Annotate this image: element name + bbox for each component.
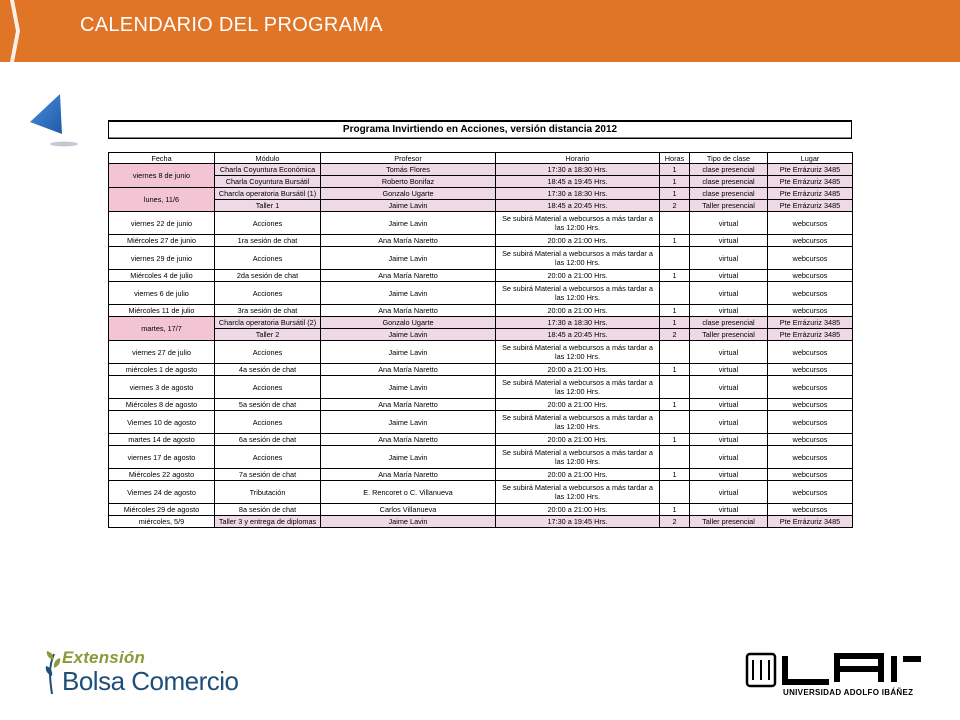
cell-profesor: Ana María Naretto	[321, 235, 496, 247]
cell-horario: Se subirá Material a webcursos a más tardar a las 12:00 Hrs.	[496, 282, 660, 305]
cell-profesor: Jaime Lavin	[321, 446, 496, 469]
schedule-table	[108, 152, 853, 528]
cell-horario: Se subirá Material a webcursos a más tardar a las 12:00 Hrs.	[496, 376, 660, 399]
cell-profesor: Ana María Naretto	[321, 270, 496, 282]
table-row	[109, 200, 853, 212]
uai-crest-icon	[745, 652, 923, 688]
cell-modulo: 6a sesión de chat	[215, 434, 321, 446]
cell-horas: 1	[660, 235, 690, 247]
table-row	[109, 469, 853, 481]
cell-lugar: webcursos	[768, 270, 853, 282]
table-header-row	[109, 153, 853, 164]
header-notch-shape	[0, 0, 22, 62]
cell-tipo: virtual	[690, 247, 768, 270]
cell-lugar: webcursos	[768, 305, 853, 317]
cell-tipo: virtual	[690, 282, 768, 305]
cell-lugar: webcursos	[768, 434, 853, 446]
cell-modulo: 7a sesión de chat	[215, 469, 321, 481]
cell-tipo: clase presencial	[690, 164, 768, 176]
page-title: CALENDARIO DEL PROGRAMA	[80, 14, 383, 36]
table-row	[109, 212, 853, 235]
cell-lugar: Pte Errázuriz 3485	[768, 200, 853, 212]
cell-lugar: webcursos	[768, 399, 853, 411]
cell-horas: 1	[660, 305, 690, 317]
cell-tipo: clase presencial	[690, 188, 768, 200]
column-header: Profesor	[321, 153, 496, 164]
cell-lugar: webcursos	[768, 446, 853, 469]
cell-horas: 1	[660, 434, 690, 446]
cell-fecha: Miércoles 4 de julio	[109, 270, 215, 282]
cell-profesor: Jaime Lavin	[321, 282, 496, 305]
cell-horario: 20:00 a 21:00 Hrs.	[496, 270, 660, 282]
table-row	[109, 164, 853, 176]
cell-lugar: webcursos	[768, 341, 853, 364]
cell-profesor: Ana María Naretto	[321, 399, 496, 411]
cell-fecha: Viernes 10 de agosto	[109, 411, 215, 434]
cell-tipo: virtual	[690, 434, 768, 446]
cell-tipo: virtual	[690, 481, 768, 504]
column-header: Lugar	[768, 153, 853, 164]
cell-tipo: virtual	[690, 446, 768, 469]
table-row	[109, 341, 853, 364]
cell-fecha: Miércoles 11 de julio	[109, 305, 215, 317]
cell-fecha: Miércoles 29 de agosto	[109, 504, 215, 516]
cell-tipo: virtual	[690, 364, 768, 376]
column-header: Fecha	[109, 153, 215, 164]
cell-modulo: Charcla operatoria Bursátil (2)	[215, 317, 321, 329]
table-row	[109, 176, 853, 188]
cell-fecha: viernes 22 de junio	[109, 212, 215, 235]
cell-lugar: webcursos	[768, 481, 853, 504]
cell-profesor: E. Rencoret o C. Villanueva	[321, 481, 496, 504]
cell-fecha: miércoles, 5/9	[109, 516, 215, 528]
cell-tipo: clase presencial	[690, 317, 768, 329]
table-row	[109, 305, 853, 317]
cell-lugar: webcursos	[768, 364, 853, 376]
table-row	[109, 270, 853, 282]
cell-horas: 2	[660, 200, 690, 212]
cell-lugar: webcursos	[768, 282, 853, 305]
cell-modulo: Taller 2	[215, 329, 321, 341]
cell-profesor: Jaime Lavin	[321, 329, 496, 341]
header-banner	[0, 0, 960, 62]
cell-modulo: 3ra sesión de chat	[215, 305, 321, 317]
cell-profesor: Carlos Villanueva	[321, 504, 496, 516]
cell-lugar: webcursos	[768, 212, 853, 235]
cell-horas: 1	[660, 270, 690, 282]
cell-profesor: Gonzalo Ugarte	[321, 188, 496, 200]
cell-tipo: virtual	[690, 399, 768, 411]
table-row	[109, 376, 853, 399]
uai-name-text: UNIVERSIDAD ADOLFO IBÁÑEZ	[783, 688, 914, 697]
cell-horario: Se subirá Material a webcursos a más tardar a las 12:00 Hrs.	[496, 446, 660, 469]
cell-lugar: webcursos	[768, 469, 853, 481]
cell-horario: 17:30 a 18:30 Hrs.	[496, 317, 660, 329]
cell-horas: 1	[660, 504, 690, 516]
cell-modulo: Acciones	[215, 446, 321, 469]
cell-profesor: Tomás Flores	[321, 164, 496, 176]
cell-tipo: virtual	[690, 270, 768, 282]
cell-modulo: 4a sesión de chat	[215, 364, 321, 376]
cell-fecha: Viernes 24 de agosto	[109, 481, 215, 504]
cell-horas: 1	[660, 364, 690, 376]
cell-profesor: Gonzalo Ugarte	[321, 317, 496, 329]
cell-modulo: 1ra sesión de chat	[215, 235, 321, 247]
table-row	[109, 235, 853, 247]
table-row	[109, 399, 853, 411]
cell-lugar: Pte Errázuriz 3485	[768, 329, 853, 341]
cell-profesor: Ana María Naretto	[321, 434, 496, 446]
cell-modulo: Charla Coyuntura Bursátil	[215, 176, 321, 188]
cell-lugar: webcursos	[768, 247, 853, 270]
cell-lugar: Pte Errázuriz 3485	[768, 176, 853, 188]
cell-tipo: Taller presencial	[690, 200, 768, 212]
back-arrow-icon[interactable]	[26, 92, 78, 150]
cell-horas	[660, 481, 690, 504]
cell-horario: 17:30 a 18:30 Hrs.	[496, 164, 660, 176]
cell-horas: 2	[660, 516, 690, 528]
cell-modulo: Acciones	[215, 411, 321, 434]
bolsa-leaf-icon	[44, 650, 62, 694]
table-row	[109, 317, 853, 329]
cell-horario: Se subirá Material a webcursos a más tardar a las 12:00 Hrs.	[496, 341, 660, 364]
cell-tipo: virtual	[690, 469, 768, 481]
cell-horas: 1	[660, 176, 690, 188]
cell-fecha: miércoles 1 de agosto	[109, 364, 215, 376]
cell-horario: Se subirá Material a webcursos a más tardar a las 12:00 Hrs.	[496, 247, 660, 270]
cell-horario: Se subirá Material a webcursos a más tardar a las 12:00 Hrs.	[496, 212, 660, 235]
cell-horas	[660, 376, 690, 399]
cell-tipo: virtual	[690, 235, 768, 247]
cell-profesor: Jaime Lavin	[321, 516, 496, 528]
cell-modulo: Charla Coyuntura Económica	[215, 164, 321, 176]
column-header: Módulo	[215, 153, 321, 164]
cell-horario: Se subirá Material a webcursos a más tardar a las 12:00 Hrs.	[496, 481, 660, 504]
cell-fecha: viernes 27 de julio	[109, 341, 215, 364]
cell-horas	[660, 282, 690, 305]
schedule-table-container	[108, 120, 852, 528]
table-row	[109, 504, 853, 516]
column-header: Tipo de clase	[690, 153, 768, 164]
cell-modulo: Charcla operatoria Bursátil (1)	[215, 188, 321, 200]
column-header: Horario	[496, 153, 660, 164]
cell-modulo: Taller 3 y entrega de diplomas	[215, 516, 321, 528]
bolsa-name-text: Bolsa Comercio	[62, 666, 239, 696]
cell-profesor: Jaime Lavin	[321, 376, 496, 399]
cell-tipo: Taller presencial	[690, 516, 768, 528]
cell-fecha: viernes 17 de agosto	[109, 446, 215, 469]
cell-lugar: webcursos	[768, 235, 853, 247]
cell-profesor: Jaime Lavin	[321, 341, 496, 364]
cell-horas: 2	[660, 329, 690, 341]
cell-profesor: Ana María Naretto	[321, 305, 496, 317]
table-row	[109, 434, 853, 446]
cell-lugar: Pte Errázuriz 3485	[768, 164, 853, 176]
cell-profesor: Jaime Lavin	[321, 212, 496, 235]
cell-fecha: viernes 3 de agosto	[109, 376, 215, 399]
column-header: Horas	[660, 153, 690, 164]
table-row	[109, 364, 853, 376]
table-row	[109, 446, 853, 469]
schedule-title: Programa Invirtiendo en Acciones, versión distancia 2012	[108, 120, 852, 139]
cell-tipo: virtual	[690, 376, 768, 399]
bolsa-extension-text: Extensión	[62, 648, 146, 667]
table-row	[109, 188, 853, 200]
cell-lugar: webcursos	[768, 504, 853, 516]
cell-horario: 20:00 a 21:00 Hrs.	[496, 235, 660, 247]
cell-modulo: Acciones	[215, 341, 321, 364]
cell-horario: 20:00 a 21:00 Hrs.	[496, 469, 660, 481]
cell-horario: 20:00 a 21:00 Hrs.	[496, 364, 660, 376]
cell-horario: 17:30 a 18:30 Hrs.	[496, 188, 660, 200]
cell-profesor: Jaime Lavin	[321, 247, 496, 270]
cell-lugar: webcursos	[768, 411, 853, 434]
cell-profesor: Jaime Lavin	[321, 200, 496, 212]
cell-profesor: Ana María Naretto	[321, 469, 496, 481]
cell-horas: 1	[660, 399, 690, 411]
cell-horas	[660, 212, 690, 235]
cell-lugar: Pte Errázuriz 3485	[768, 516, 853, 528]
table-row	[109, 282, 853, 305]
cell-fecha: lunes, 11/6	[109, 188, 215, 212]
cell-modulo: Acciones	[215, 247, 321, 270]
cell-horas: 1	[660, 317, 690, 329]
cell-fecha: martes 14 de agosto	[109, 434, 215, 446]
cell-modulo: Tributación	[215, 481, 321, 504]
cell-tipo: virtual	[690, 504, 768, 516]
cell-modulo: 8a sesión de chat	[215, 504, 321, 516]
cell-horas	[660, 341, 690, 364]
cell-lugar: Pte Errázuriz 3485	[768, 317, 853, 329]
cell-fecha: Miércoles 22 agosto	[109, 469, 215, 481]
cell-horas: 1	[660, 469, 690, 481]
cell-horas	[660, 247, 690, 270]
cell-fecha: viernes 8 de junio	[109, 164, 215, 188]
cell-tipo: virtual	[690, 305, 768, 317]
cell-horario: 17:30 a 19:45 Hrs.	[496, 516, 660, 528]
cell-horario: 18:45 a 20:45 Hrs.	[496, 200, 660, 212]
cell-horario: 20:00 a 21:00 Hrs.	[496, 305, 660, 317]
cell-tipo: virtual	[690, 212, 768, 235]
cell-fecha: viernes 29 de junio	[109, 247, 215, 270]
cell-lugar: webcursos	[768, 376, 853, 399]
cell-modulo: Taller 1	[215, 200, 321, 212]
cell-lugar: Pte Errázuriz 3485	[768, 188, 853, 200]
cell-modulo: 2da sesión de chat	[215, 270, 321, 282]
cell-modulo: Acciones	[215, 376, 321, 399]
table-row	[109, 481, 853, 504]
cell-horario: 20:00 a 21:00 Hrs.	[496, 434, 660, 446]
cell-horas: 1	[660, 164, 690, 176]
cell-profesor: Roberto Bonifaz	[321, 176, 496, 188]
cell-horas: 1	[660, 188, 690, 200]
cell-fecha: Miércoles 8 de agosto	[109, 399, 215, 411]
bolsa-comercio-logo	[44, 648, 254, 696]
cell-tipo: virtual	[690, 341, 768, 364]
table-row	[109, 247, 853, 270]
table-row	[109, 329, 853, 341]
cell-horario: 18:45 a 20:45 Hrs.	[496, 329, 660, 341]
cell-horario: Se subirá Material a webcursos a más tardar a las 12:00 Hrs.	[496, 411, 660, 434]
cell-horas	[660, 446, 690, 469]
cell-horario: 18:45 a 19:45 Hrs.	[496, 176, 660, 188]
table-row	[109, 411, 853, 434]
uai-logo	[745, 652, 925, 702]
cell-fecha: viernes 6 de julio	[109, 282, 215, 305]
cell-modulo: Acciones	[215, 212, 321, 235]
cell-horas	[660, 411, 690, 434]
cell-modulo: 5a sesión de chat	[215, 399, 321, 411]
cell-horario: 20:00 a 21:00 Hrs.	[496, 399, 660, 411]
cell-tipo: virtual	[690, 411, 768, 434]
cell-tipo: clase presencial	[690, 176, 768, 188]
cell-fecha: martes, 17/7	[109, 317, 215, 341]
cell-modulo: Acciones	[215, 282, 321, 305]
table-row	[109, 516, 853, 528]
cell-profesor: Ana María Naretto	[321, 364, 496, 376]
cell-tipo: Taller presencial	[690, 329, 768, 341]
cell-fecha: Miércoles 27 de junio	[109, 235, 215, 247]
cell-horario: 20:00 a 21:00 Hrs.	[496, 504, 660, 516]
cell-profesor: Jaime Lavin	[321, 411, 496, 434]
